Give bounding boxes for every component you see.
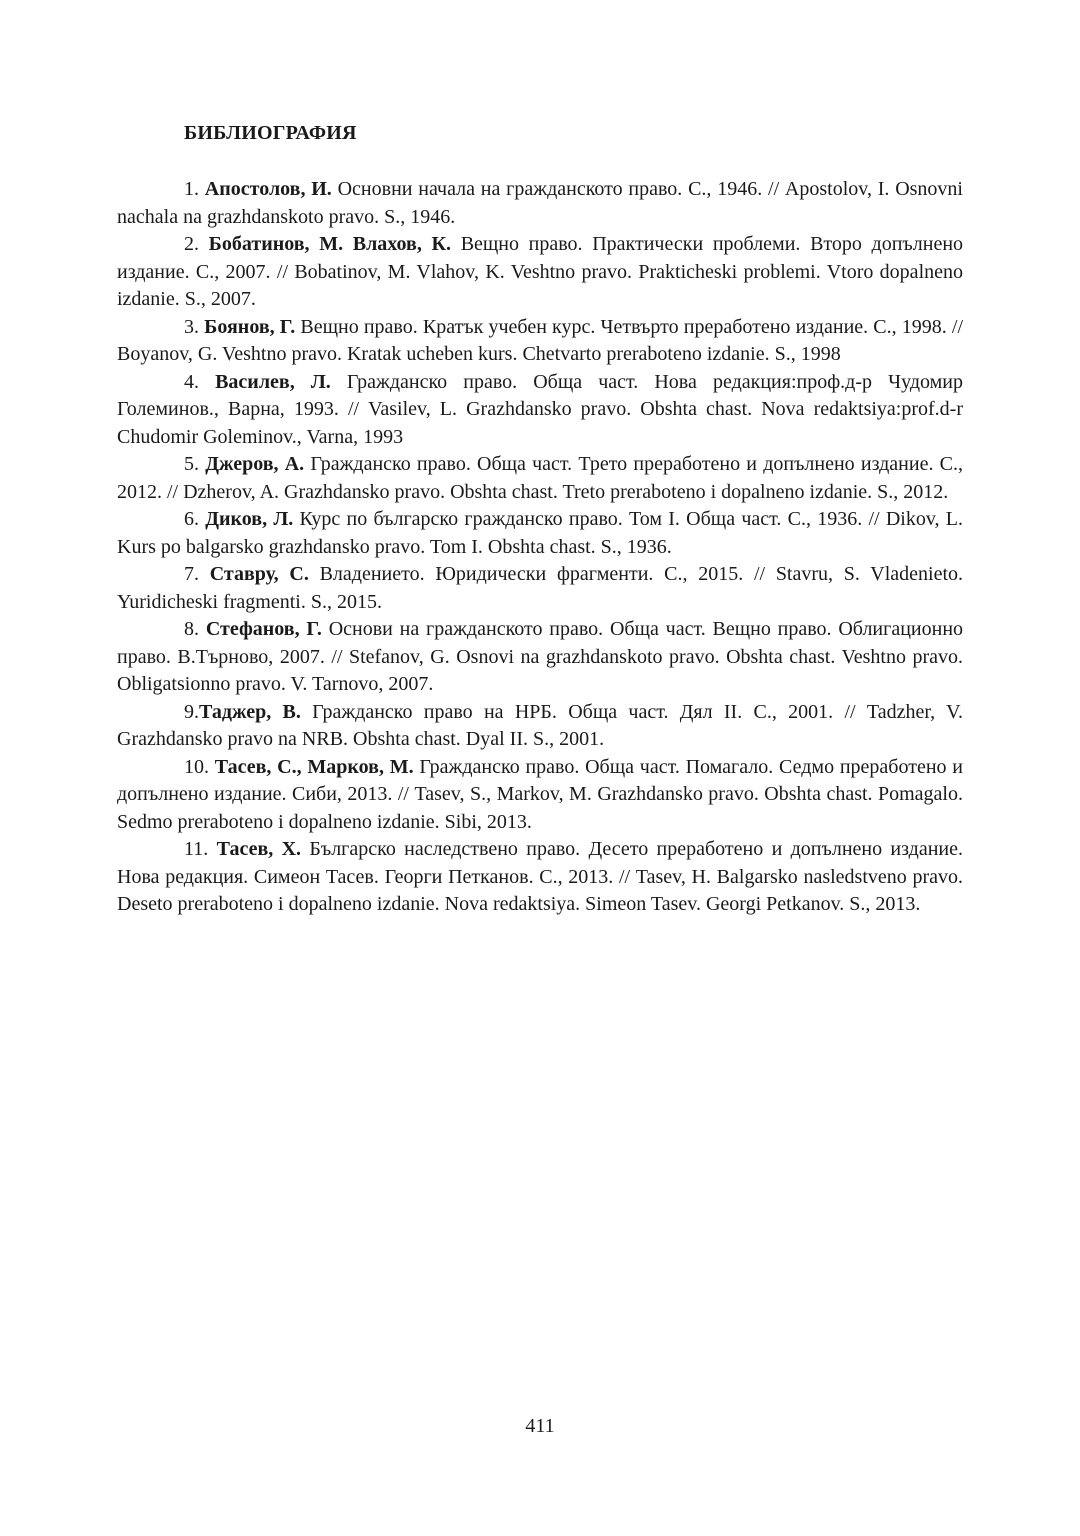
reference-author: Диков, Л. xyxy=(205,508,294,530)
reference-item-8 xyxy=(117,616,963,699)
reference-number: 2. xyxy=(184,233,199,255)
bibliography-heading: БИБЛИОГРАФИЯ xyxy=(184,122,357,144)
reference-author: Василев, Л. xyxy=(215,370,331,393)
reference-author: Боянов, Г. xyxy=(204,315,296,338)
reference-item-6 xyxy=(117,506,963,561)
reference-text: Вещно право. Практически проблеми. Второ допълнено издание. С., 2007. // Bobatinov, M. Vlahov, K. Veshtno pravo. Prakticheski problemi. Vtoro dopalneno izdanie. S., 2007. xyxy=(117,233,964,310)
reference-text: Гражданско право на НРБ. Обща част. Дял II. С., 2001. // Tadzher, V. Grazhdansko pravo na NRB. Obshta chast. Dyal II. S., 2001. xyxy=(117,700,963,750)
reference-number: 10. xyxy=(184,755,209,778)
reference-text: Владението. Юридически фрагменти. С., 2015. // Stavru, S. Vladenieto. Yuridicheski fragmenti. S., 2015. xyxy=(117,563,964,613)
reference-item-1 xyxy=(117,176,963,231)
reference-author: Тасев, Х. xyxy=(216,838,302,860)
reference-number: 11. xyxy=(184,838,209,860)
reference-item-9 xyxy=(117,699,963,754)
reference-text: Гражданско право. Обща част. Трето преработено и допълнено издание. С., 2012. // Dzherov, A. Grazhdansko pravo. Obshta chast. Treto preraboteno i dopalneno izdanie. S., 2012. xyxy=(117,453,964,503)
reference-number: 3. xyxy=(184,315,199,338)
reference-text: Основни начала на гражданското право. С., 1946. // Apostolov, I. Osnovni nachala na grazhdanskoto pravo. S., 1946. xyxy=(117,178,963,228)
reference-text: Вещно право. Кратък учебен курс. Четвърто преработено издание. С., 1998. // Boyanov, G. Veshtno pravo. Kratak ucheben kurs. Chetvarto preraboteno izdanie. S., 1998 xyxy=(117,315,964,365)
reference-item-3 xyxy=(117,314,963,369)
reference-number: 5. xyxy=(184,453,199,475)
reference-number: 6. xyxy=(184,508,199,530)
reference-text: Гражданско право. Обща част. Помагало. Седмо преработено и допълнено издание. Сиби, 2013. // Tasev, S., Markov, M. Grazhdansko pravo. Obshta chast. Pomagalo. Sedmo preraboteno i dopalneno izdanie. Sibi, 2013. xyxy=(117,755,963,833)
reference-number: 7. xyxy=(184,563,199,585)
reference-item-4 xyxy=(117,369,963,452)
reference-author: Бобатинов, М. Влахов, К. xyxy=(208,233,452,255)
reference-item-10 xyxy=(117,754,963,837)
reference-author: Тасев, С., Марков, М. xyxy=(214,755,414,778)
reference-text: Гражданско право. Обща част. Нова редакция:проф.д-р Чудомир Големинов., Варна, 1993. // Vasilev, L. Grazhdansko pravo. Obshta chast. Nova redaktsiya:prof.d-r Chudomir Goleminov., Varna, 1993 xyxy=(117,370,963,448)
reference-number: 1. xyxy=(184,178,199,200)
page-number: 411 xyxy=(525,1415,555,1437)
reference-number: 4. xyxy=(184,370,199,393)
reference-author: Таджер, В. xyxy=(199,700,301,723)
reference-number: 8. xyxy=(184,618,199,640)
reference-author: Джеров, А. xyxy=(205,453,305,475)
reference-author: Стефанов, Г. xyxy=(205,618,322,640)
reference-item-7 xyxy=(117,561,963,616)
reference-text: Курс по българско гражданско право. Том I. Обща част. С., 1936. // Dikov, L. Kurs po balgarsko grazhdansko pravo. Tom I. Obshta chast. S., 1936. xyxy=(117,508,964,558)
reference-item-11 xyxy=(117,836,963,919)
reference-author: Ставру, С. xyxy=(209,563,309,585)
reference-item-5 xyxy=(117,451,963,506)
reference-list xyxy=(117,176,963,919)
reference-item-2 xyxy=(117,231,963,314)
reference-number: 9. xyxy=(184,700,199,723)
reference-text: Основи на гражданското право. Обща част. Вещно право. Облигационно право. В.Търново, 2007. // Stefanov, G. Osnovi na grazhdanskoto pravo. Obshta chast. Veshtno pravo. Obligatsionno pravo. V. Tarnovo, 2007. xyxy=(117,618,964,695)
reference-text: Българско наследствено право. Десето преработено и допълнено издание. Нова редакция. Симеон Тасев. Георги Петканов. С., 2013. // Tasev, H. Balgarsko nasledstveno pravo. Deseto preraboteno i dopalneno izdanie. Nova redaktsiya. Simeon Tasev. Georgi Petkanov. S., 2013. xyxy=(117,838,964,915)
reference-author: Апостолов, И. xyxy=(204,178,332,200)
